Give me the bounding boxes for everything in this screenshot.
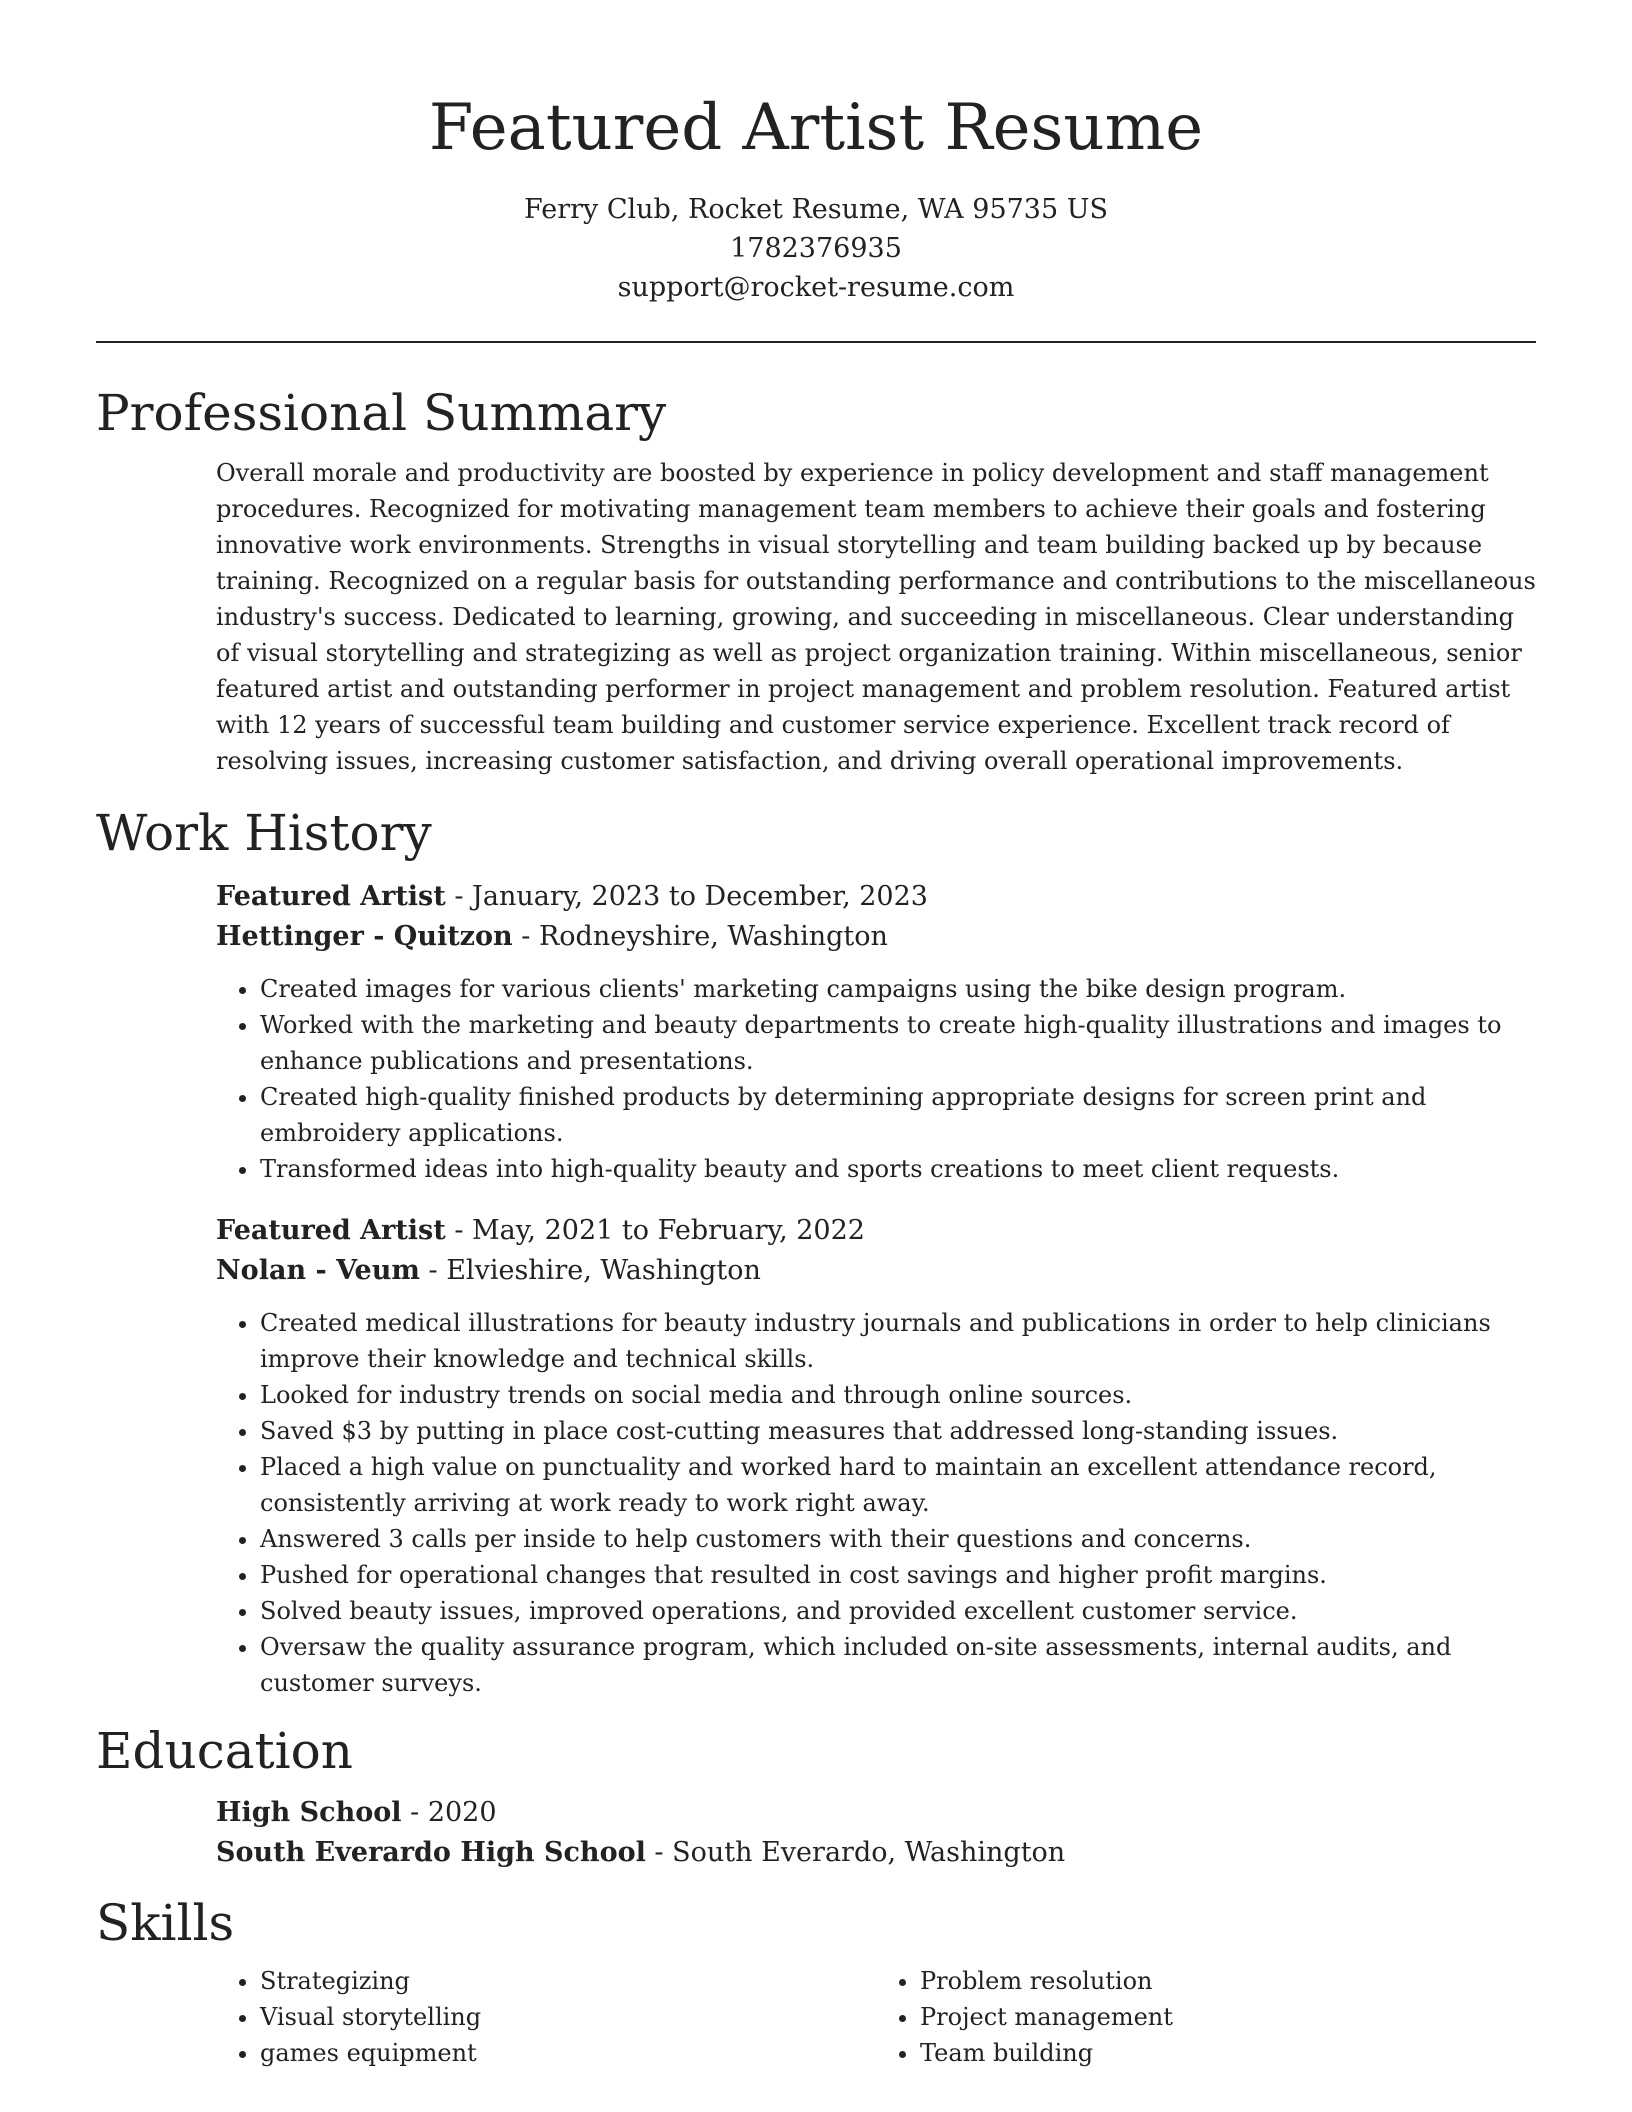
job-company-line: [216, 1251, 1536, 1291]
list-item: • Transformed ideas into high-quality beauty and sports creations to meet client requests.: [260, 1151, 1536, 1187]
summary-text: Overall morale and productivity are boosted by experience in policy development and staff management procedures. Recognized for motivating management team members to achieve their goals and fostering innovative work environments. Strengths in visual storytelling and team building backed up by because training. Recognized on a regular basis for outstanding performance and contributions to the miscellaneous industry's success. Dedicated to learning, growing, and succeeding in miscellaneous. Clear understanding of visual storytelling and strategizing as well as project organization training. Within miscellaneous, senior featured artist and outstanding performer in project management and problem resolution. Featured artist with 12 years of successful team building and customer service experience. Excellent track record of resolving issues, increasing customer satisfaction, and driving overall operational improvements.: [216, 459, 1536, 775]
list-item: • Placed a high value on punctuality and worked hard to maintain an excellent attendance record, consistently arriving at work ready to work right away.: [260, 1449, 1536, 1521]
graduation-year: - 2020: [401, 1797, 497, 1828]
company-name: Hettinger - Quitzon: [216, 921, 513, 952]
skill-item: • Team building: [920, 2035, 1536, 2071]
job-title: Featured Artist: [216, 1215, 446, 1246]
list-item: • Solved beauty issues, improved operations, and provided excellent customer service.: [260, 1593, 1536, 1629]
job-dates: - January, 2023 to December, 2023: [445, 881, 928, 912]
list-item: • Worked with the marketing and beauty departments to create high-quality illustrations and images to enhance publications and presentations.: [260, 1007, 1536, 1079]
job-entry: [216, 877, 1536, 1187]
list-item: • Looked for industry trends on social media and through online sources.: [260, 1377, 1536, 1413]
summary-section: [96, 455, 1536, 779]
job-location: - Rodneyshire, Washington: [512, 921, 888, 952]
job-title-line: [216, 877, 1536, 917]
company-name: Nolan - Veum: [216, 1255, 420, 1286]
resume-header: [96, 0, 1536, 307]
school-line: [216, 1833, 1536, 1873]
job-bullets: [216, 971, 1536, 1187]
job-dates: - May, 2021 to February, 2022: [445, 1215, 865, 1246]
header-divider: [96, 341, 1536, 343]
section-title-work-history: Work History: [96, 804, 432, 862]
skill-item: • Project management: [920, 1999, 1536, 2035]
job-location: - Elvieshire, Washington: [419, 1255, 761, 1286]
education-section: [96, 1793, 1536, 1873]
section-title-skills: Skills: [96, 1894, 235, 1952]
section-title-education: Education: [96, 1722, 353, 1780]
skills-list-right: [876, 1963, 1536, 2071]
job-bullets: [216, 1305, 1536, 1701]
email-address: support@rocket-resume.com: [617, 272, 1015, 303]
job-company-line: [216, 917, 1536, 957]
job-entry: [216, 1211, 1536, 1701]
education-entry: [216, 1793, 1536, 1873]
resume-title: Featured Artist Resume: [428, 91, 1204, 165]
skills-list-left: [216, 1963, 876, 2071]
work-history-section: [96, 877, 1536, 1701]
skill-item: • Problem resolution: [920, 1963, 1536, 1999]
degree-line: [216, 1793, 1536, 1833]
skill-item: • Strategizing: [260, 1963, 876, 1999]
list-item: • Pushed for operational changes that resulted in cost savings and higher profit margins.: [260, 1557, 1536, 1593]
list-item: • Created medical illustrations for beauty industry journals and publications in order to help clinicians improve their knowledge and technical skills.: [260, 1305, 1536, 1377]
job-title-line: [216, 1211, 1536, 1251]
skill-item: • Visual storytelling: [260, 1999, 876, 2035]
phone-number: 1782376935: [730, 233, 902, 264]
list-item: • Created images for various clients' marketing campaigns using the bike design program.: [260, 971, 1536, 1007]
list-item: • Answered 3 calls per inside to help customers with their questions and concerns.: [260, 1521, 1536, 1557]
section-title-summary: Professional Summary: [96, 384, 667, 442]
school-name: South Everardo High School: [216, 1837, 646, 1868]
address: Ferry Club, Rocket Resume, WA 95735 US: [523, 194, 1108, 225]
degree: High School: [216, 1797, 402, 1828]
school-location: - South Everardo, Washington: [645, 1837, 1066, 1868]
list-item: • Saved $3 by putting in place cost-cutting measures that addressed long-standing issues.: [260, 1413, 1536, 1449]
contact-info: [96, 190, 1536, 307]
skill-item: • games equipment: [260, 2035, 876, 2071]
list-item: • Oversaw the quality assurance program, which included on-site assessments, internal audits, and customer surveys.: [260, 1629, 1536, 1701]
job-title: Featured Artist: [216, 881, 446, 912]
list-item: • Created high-quality finished products by determining appropriate designs for screen print and embroidery applications.: [260, 1079, 1536, 1151]
skills-section: [96, 1955, 1536, 2071]
